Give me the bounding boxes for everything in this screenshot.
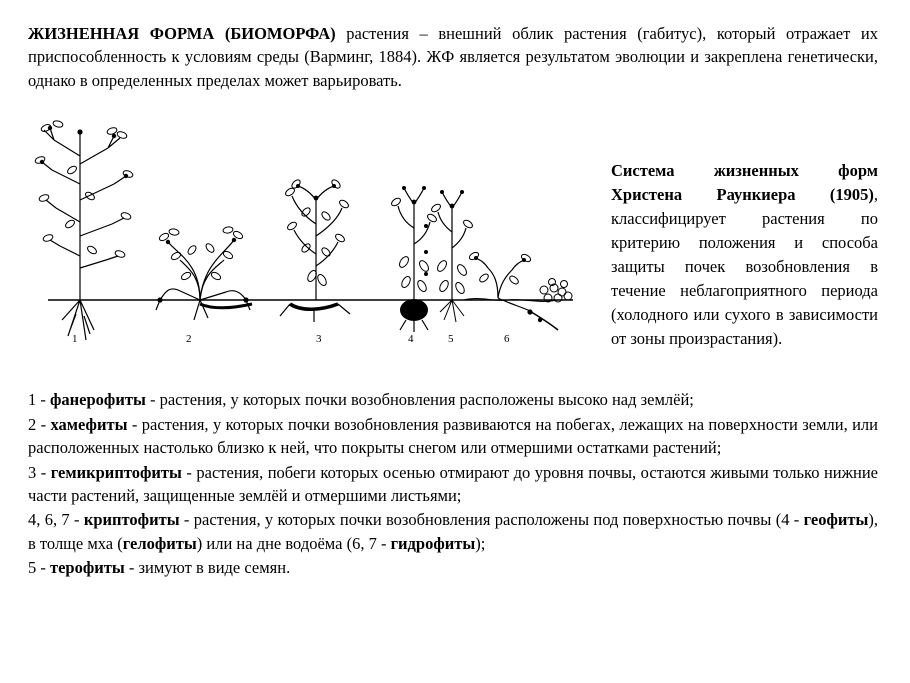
definition-item-1 bbox=[28, 388, 878, 411]
definition-prefix: 3 - bbox=[28, 462, 51, 482]
intro-term: ЖИЗНЕННАЯ ФОРМА (БИОМОРФА) bbox=[28, 24, 336, 43]
definition-term-geophytes: геофиты bbox=[803, 510, 869, 530]
definition-text: - растения, у которых почки возобновления развиваются на побегах, лежащих на поверхности земли, или расположенных настолько близко к ней, что покрыты снегом или отмершими остатками растений; bbox=[28, 414, 878, 458]
figure-label-6: 6 bbox=[504, 333, 510, 346]
definitions-list bbox=[28, 388, 878, 579]
definition-text-1: - растения, у которых почки возобновления расположены под поверхностью почвы (4 - bbox=[179, 510, 804, 530]
definition-term-hydrophytes: гидрофиты bbox=[390, 533, 476, 553]
definition-text: - зимуют в виде семян. bbox=[124, 558, 291, 578]
figure-label-1: 1 bbox=[72, 333, 78, 346]
definition-text-4: ); bbox=[475, 533, 486, 553]
sidenote-title: Система жизненных форм Христена Раункиера (1905) bbox=[611, 161, 878, 205]
definition-text-2: ), в толще мха ( bbox=[28, 510, 878, 553]
definition-term: терофиты bbox=[50, 558, 125, 578]
figure-label-5: 5 bbox=[448, 333, 454, 346]
sidenote-text: , классифицирует растения по критерию положения и способа защиты почек возобновления в течение неблагоприятного периода (холодного или сухого в зависимости от зоны произрастания). bbox=[611, 185, 878, 348]
definition-term: хамефиты bbox=[50, 414, 128, 434]
definition-prefix: 4, 6, 7 - bbox=[28, 510, 84, 530]
life-forms-illustration bbox=[28, 104, 593, 372]
definition-item-3 bbox=[28, 461, 878, 508]
figure-label-2: 2 bbox=[186, 333, 192, 346]
definition-prefix: 2 - bbox=[28, 414, 51, 434]
definition-term: фанерофиты bbox=[50, 390, 146, 410]
intro-text: растения – внешний облик растения (габитус), который отражает их приспособленность к условиям среды (Варминг, 1884). ЖФ является результатом эволюции и закреплена генетически, однако в определенных пределах может варьировать. bbox=[28, 24, 878, 90]
intro-paragraph bbox=[28, 22, 878, 92]
definition-text-3: ) или на дне водоёма (6, 7 - bbox=[196, 533, 391, 553]
definition-text: - растения, побеги которых осенью отмирают до уровня почвы, остаются живыми только нижние части растений, защищенные землёй и отмершими листьями; bbox=[28, 462, 879, 505]
definition-term-helophytes: гелофиты bbox=[122, 533, 197, 553]
definition-prefix: 1 - bbox=[28, 390, 50, 410]
raunkiaer-life-forms-figure bbox=[28, 104, 593, 372]
definition-item-4 bbox=[28, 508, 878, 555]
sidenote-paragraph bbox=[611, 104, 878, 350]
definition-term: криптофиты bbox=[83, 510, 180, 530]
figure-label-3: 3 bbox=[316, 333, 322, 346]
figure-and-sidenote bbox=[28, 104, 878, 372]
definition-term: гемикриптофиты bbox=[50, 462, 182, 482]
definition-item-2 bbox=[28, 413, 878, 460]
definition-text: - растения, у которых почки возобновления расположены высоко над землёй; bbox=[145, 390, 694, 410]
figure-label-4: 4 bbox=[408, 333, 414, 346]
definition-prefix: 5 - bbox=[28, 558, 50, 578]
definition-item-5 bbox=[28, 556, 878, 579]
